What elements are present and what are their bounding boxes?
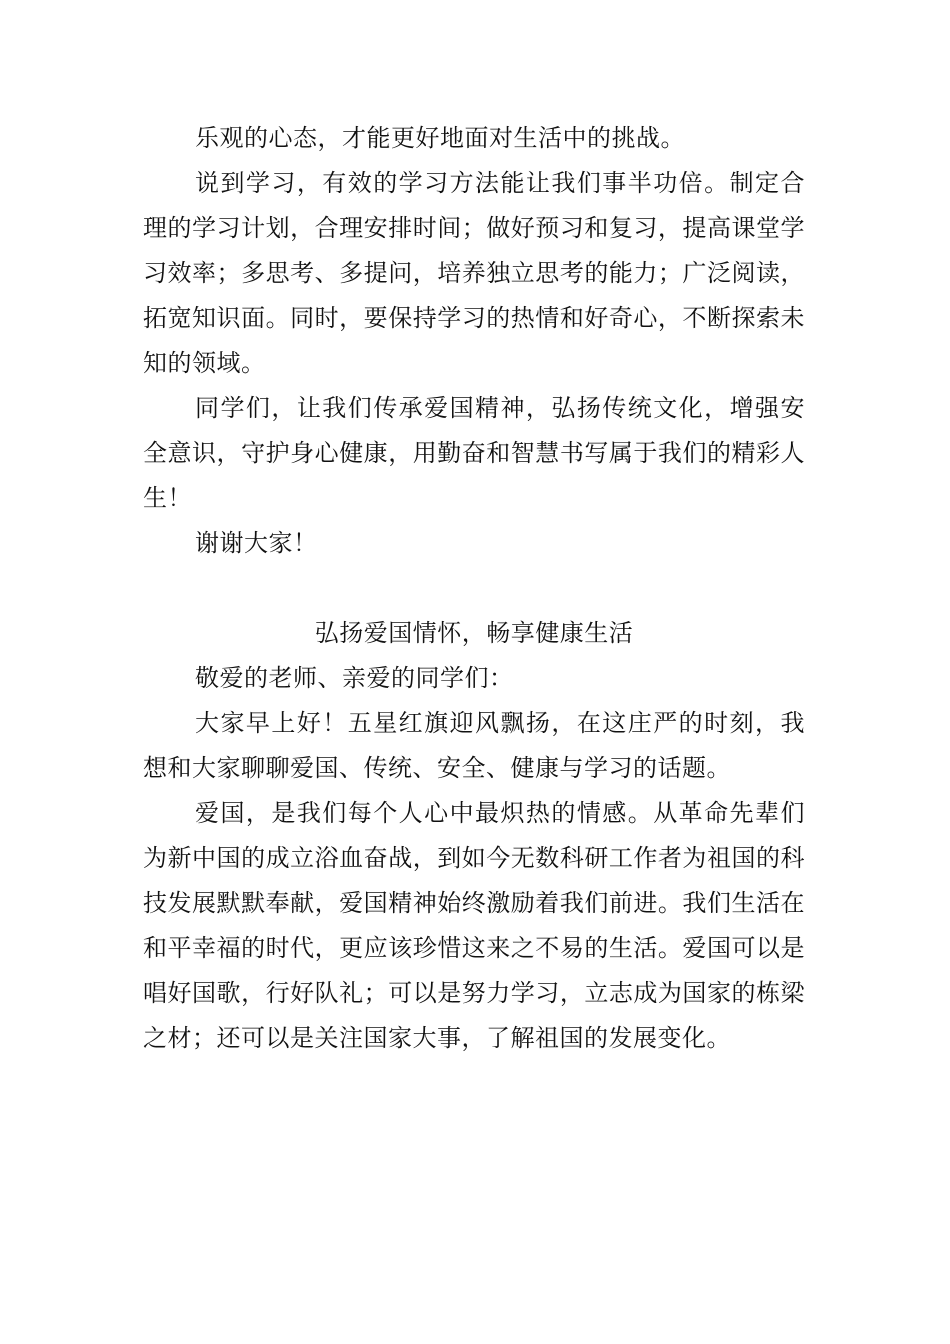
section-spacer <box>143 566 805 611</box>
paragraph-patriotism: 爱国，是我们每个人心中最炽热的情感。从革命先辈们为新中国的成立浴血奋战，到如今无数科研工作者为祖国的科技发展默默奉献，爱国精神始终激励着我们前进。我们生活在和平幸福的时代，更应该珍惜这来之不易的生活。爱国可以是唱好国歌，行好队礼；可以是努力学习，立志成为国家的栋梁之材；还可以是关注国家大事，了解祖国的发展变化。 <box>143 799 805 1052</box>
paragraph-thanks: 谢谢大家！ <box>195 529 318 557</box>
speech-title: 弘扬爱国情怀，畅享健康生活 <box>314 619 634 647</box>
paragraph-greeting: 大家早上好！五星红旗迎风飘扬，在这庄严的时刻，我想和大家聊聊爱国、传统、安全、健康与学习的话题。 <box>143 709 805 782</box>
document-body <box>143 116 805 1061</box>
paragraph-optimism-ending: 乐观的心态，才能更好地面对生活中的挑战。 <box>195 124 685 152</box>
paragraph-study-methods: 说到学习，有效的学习方法能让我们事半功倍。制定合理的学习计划，合理安排时间；做好预习和复习，提高课堂学习效率；多思考、多提问，培养独立思考的能力；广泛阅读，拓宽知识面。同时，要保持学习的热情和好奇心，不断探索未知的领域。 <box>143 169 805 377</box>
paragraph-call-to-action: 同学们，让我们传承爱国精神，弘扬传统文化，增强安全意识，守护身心健康，用勤奋和智慧书写属于我们的精彩人生！ <box>143 394 805 512</box>
paragraph-salutation: 敬爱的老师、亲爱的同学们： <box>195 664 514 692</box>
